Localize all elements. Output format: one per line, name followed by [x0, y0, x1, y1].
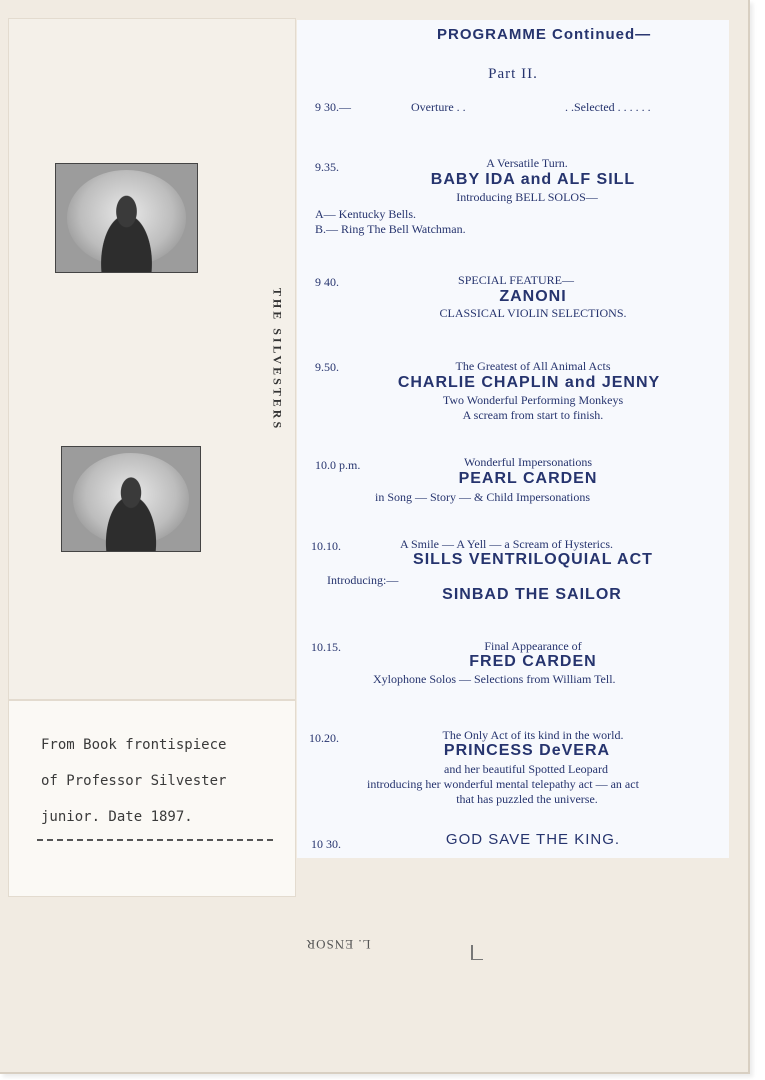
note-line-3: junior. Date 1897. — [41, 809, 193, 825]
item-line: . .Selected . . . . . . — [565, 100, 651, 114]
dashed-underline — [37, 839, 273, 841]
item-sub: Introducing:— — [327, 573, 399, 587]
portrait-figure — [92, 470, 169, 551]
item-time: 9 40. — [315, 275, 339, 289]
item-sub: A scream from start to finish. — [462, 408, 604, 422]
item-headline: GOD SAVE THE KING. — [445, 831, 621, 848]
part-heading: Part II. — [488, 66, 538, 82]
programme-header: PROGRAMME Continued— — [437, 26, 652, 43]
item-time: 9 30.— — [315, 100, 351, 114]
note-line-2: of Professor Silvester — [41, 773, 227, 789]
item-sub: CLASSICAL VIOLIN SELECTIONS. — [439, 306, 627, 320]
note-line-1: From Book frontispiece — [41, 737, 227, 753]
item-headline: ZANONI — [499, 288, 567, 305]
item-intro: SPECIAL FEATURE— — [458, 273, 574, 287]
item-time: 10 30. — [311, 837, 341, 851]
item-headline-2: SINBAD THE SAILOR — [442, 586, 622, 603]
item-intro: The Only Act of its kind in the world. — [442, 728, 624, 742]
item-time: 10.20. — [309, 731, 339, 745]
item-time: 10.15. — [311, 640, 341, 654]
ink-mark — [471, 945, 483, 960]
item-sub: introducing her wonderful mental telepathy act — an act — [367, 777, 639, 791]
inverted-signature-text: L. ENSOR — [305, 937, 371, 952]
item-headline: PRINCESS DeVERA — [443, 742, 611, 759]
item-headline: CHARLIE CHAPLIN and JENNY — [397, 374, 661, 391]
item-headline: BABY IDA and ALF SILL — [430, 171, 636, 188]
item-headline: PEARL CARDEN — [458, 470, 598, 487]
item-sub: Xylophone Solos — Selections from William Tell. — [373, 672, 616, 686]
item-intro: The Greatest of All Animal Acts — [455, 359, 611, 373]
item-sub: in Song — Story — & Child Impersonations — [375, 490, 591, 504]
item-line: Overture . . — [411, 100, 466, 114]
item-sub-b: B.— Ring The Bell Watchman. — [315, 222, 466, 236]
typed-note-card — [8, 700, 296, 897]
item-time: 10.0 p.m. — [315, 458, 361, 472]
photo-card — [8, 18, 296, 700]
portrait-photo-man — [61, 446, 201, 552]
item-time: 9.50. — [315, 360, 339, 374]
item-headline: FRED CARDEN — [469, 653, 597, 670]
item-intro: Wonderful Impersonations — [463, 455, 592, 469]
item-headline: SILLS VENTRILOQUIAL ACT — [413, 551, 653, 568]
item-sub: and her beautiful Spotted Leopard — [444, 762, 608, 776]
item-sub: Two Wonderful Performing Monkeys — [442, 393, 624, 407]
item-intro: Final Appearance of — [484, 639, 582, 653]
vertical-caption: THE SILVESTERS — [270, 287, 285, 432]
portrait-photo-woman — [55, 163, 198, 273]
item-intro: A Smile — A Yell — a Scream of Hysterics. — [400, 537, 613, 551]
item-sub: that has puzzled the universe. — [456, 792, 598, 806]
item-time: 9.35. — [315, 160, 339, 174]
item-intro: A Versatile Turn. — [486, 156, 568, 170]
portrait-figure — [87, 188, 166, 272]
item-sub: Introducing BELL SOLOS— — [456, 190, 598, 204]
item-time: 10.10. — [311, 539, 341, 553]
item-sub-a: A— Kentucky Bells. — [315, 207, 416, 221]
programme-sheet — [297, 20, 729, 858]
